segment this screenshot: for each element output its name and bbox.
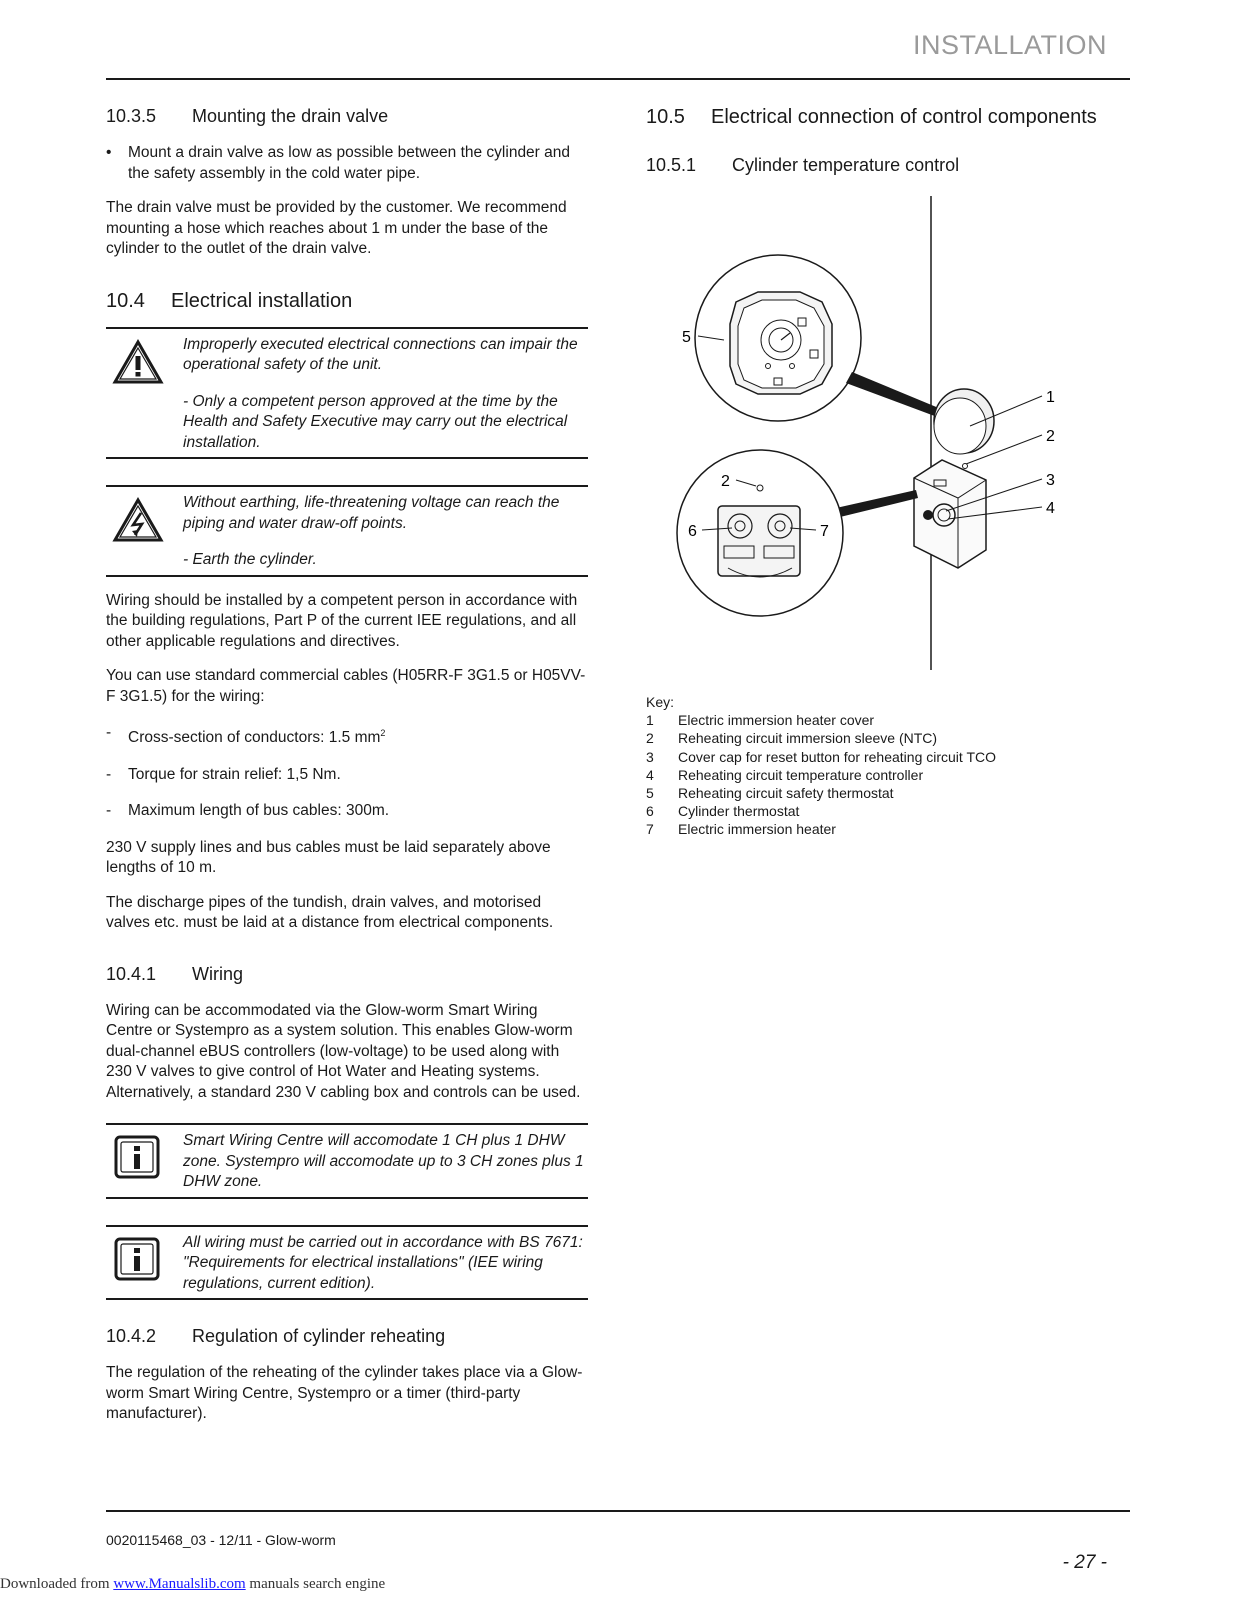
key-row: 3 Cover cap for reset button for reheating circuit TCO: [646, 748, 996, 765]
info-note: [106, 1225, 588, 1301]
callout-3: 3: [1046, 472, 1055, 489]
info-text: Smart Wiring Centre will accomodate 1 CH plus 1 DHW zone. Systempro will accomodate up to 3 CH zones plus 1 DHW zone.: [183, 1132, 584, 1191]
callout-2: 2: [1046, 428, 1055, 445]
warning-text: - Only a competent person approved at the time by the Health and Safety Executive may carry out the electrical installation.: [183, 392, 568, 451]
callout-5: 6: [688, 523, 697, 540]
key-row: 1 Electric immersion heater cover: [646, 712, 875, 729]
key-row: 5 Reheating circuit safety thermostat: [646, 785, 894, 802]
paragraph: You can use standard commercial cables (H05RR-F 3G1.5 or H05VV-F 3G1.5) for the wiring:: [106, 667, 586, 705]
callout-6: 7: [820, 523, 829, 540]
callout-1: 1: [1046, 389, 1055, 406]
heading-10-4-2: 10.4.2 Regulation of cylinder reheating: [106, 1326, 446, 1347]
bullet-icon: •: [106, 144, 112, 161]
left-column: [106, 100, 588, 1425]
info-icon: [106, 1131, 183, 1193]
figure-key: [646, 693, 996, 839]
footer-rule: [106, 1510, 1130, 1512]
paragraph: The regulation of the reheating of the cylinder takes place via a Glow-worm Smart Wiring Centre, Systempro or a timer (third-party manufacturer).: [106, 1364, 583, 1423]
danger-note: [106, 485, 588, 577]
callout-4: 4: [1046, 500, 1055, 517]
header-title: INSTALLATION: [912, 30, 1107, 60]
key-label: Key:: [646, 694, 675, 710]
key-row: 6 Cylinder thermostat: [646, 803, 800, 820]
heading-10-5: 10.5 Electrical connection of control components: [646, 106, 1097, 128]
warning-text: Improperly executed electrical connections can impair the operational safety of the unit.: [183, 335, 578, 373]
paragraph: The drain valve must be provided by the customer. We recommend mounting a hose which reaches about 1 m under the base of the cylinder to the outlet of the drain valve.: [106, 199, 567, 257]
list-item: - Maximum length of bus cables: 300m.: [106, 802, 390, 820]
heading-10-3-5: 10.3.5 Mounting the drain valve: [106, 106, 389, 126]
download-notice: Downloaded from www.Manualslib.com manuals search engine: [0, 1576, 386, 1592]
manualslib-link[interactable]: www.Manualslib.com: [113, 1576, 246, 1592]
list-item: - Cross-section of conductors: 1.5 $mm^2$: [106, 724, 386, 747]
info-text: All wiring must be carried out in accordance with BS 7671: "Requirements for electrical installations" (IEE wiring regulations, current edition).: [183, 1233, 583, 1292]
cylinder-control-diagram: [640, 190, 1100, 670]
paragraph: Wiring can be accommodated via the Glow-worm Smart Wiring Centre or Systempro as a system solution. This enables Glow-worm dual-channel eBUS controllers (low-voltage) to be used along with 230 V valves to give control of Hot Water and Heating systems. Alternatively, a standard 230 V cabling box and controls can be used.: [106, 1001, 581, 1101]
list-item: • Mount a drain valve as low as possible between the cylinder and the safety assembly in the cold water pipe.: [106, 143, 588, 184]
info-icon: [106, 1233, 183, 1295]
page-number: - 27 -: [1062, 1552, 1107, 1573]
warning-text: Without earthing, life-threatening voltage can reach the piping and water draw-off points.: [183, 494, 560, 532]
key-row: 7 Electric immersion heater: [646, 821, 836, 838]
footer-doc-id: 0020115468_03 - 12/11 - Glow-worm: [106, 1532, 336, 1548]
electric-warning-icon: [106, 493, 183, 571]
paragraph: Wiring should be installed by a competent person in accordance with the building regulations, Part P of the current IEE regulations, and all other applicable regulations and directives.: [106, 591, 578, 650]
list-item: - Torque for strain relief: 1,5 Nm.: [106, 765, 341, 783]
right-column: [646, 100, 1136, 176]
callout-2-detail: 2: [721, 473, 730, 490]
warning-icon: [106, 335, 183, 454]
warning-text: - Earth the cylinder.: [183, 551, 317, 568]
paragraph: The discharge pipes of the tundish, drain valves, and motorised valves etc. must be laid at a distance from electrical components.: [106, 893, 554, 932]
info-note: [106, 1123, 588, 1199]
callout-7: 5: [682, 329, 691, 346]
heading-10-4: 10.4 Electrical installation: [106, 289, 353, 312]
header-rule: [106, 78, 1130, 80]
key-row: 2 Reheating circuit immersion sleeve (NTC): [646, 730, 938, 747]
paragraph: 230 V supply lines and bus cables must be laid separately above lengths of 10 m.: [106, 838, 551, 877]
heading-10-5-1: 10.5.1 Cylinder temperature control: [646, 155, 960, 175]
heading-10-4-1: 10.4.1 Wiring: [106, 963, 244, 984]
key-row: 4 Reheating circuit temperature controller: [646, 766, 924, 783]
warning-note: [106, 327, 588, 460]
